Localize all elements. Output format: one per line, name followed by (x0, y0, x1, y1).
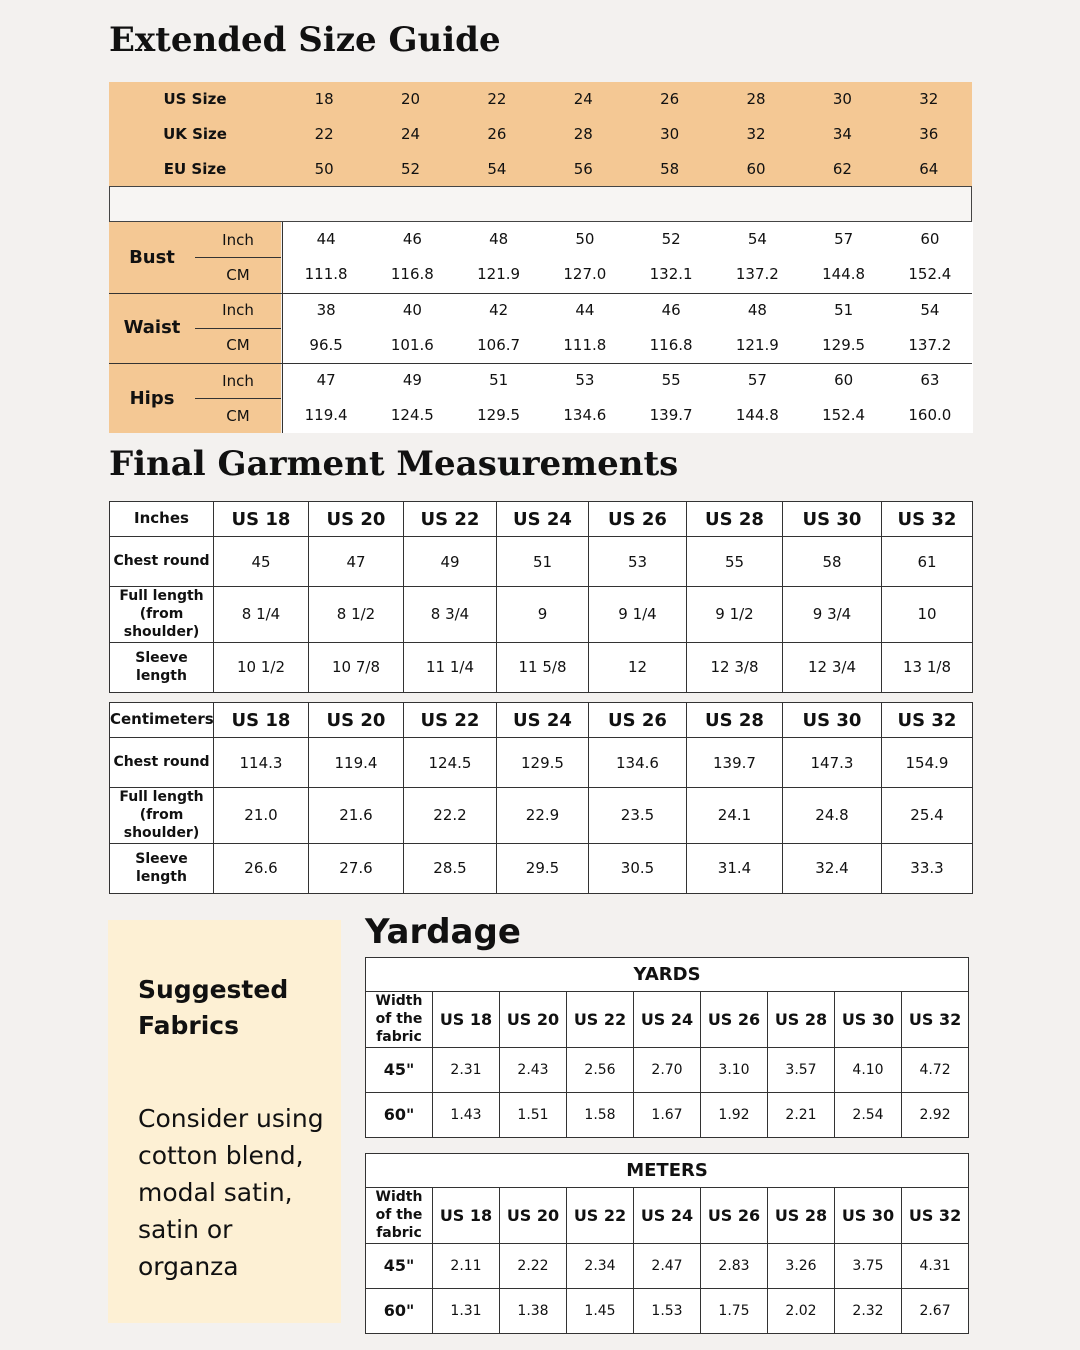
size-header: US 32 (882, 703, 973, 738)
table-cell: 4.72 (902, 1047, 969, 1092)
conversion-cell: 54 (487, 159, 507, 178)
table-title-row (366, 958, 969, 992)
measurement-row (283, 328, 973, 363)
measurement-row (283, 222, 973, 257)
table-cell: 1.67 (634, 1092, 701, 1137)
table-cell: 1.43 (433, 1092, 500, 1137)
measurement-row (283, 398, 973, 433)
measurement-name: Bust (129, 246, 175, 268)
table-cell: 49 (404, 537, 497, 587)
size-header: US 18 (433, 992, 500, 1048)
table-cell: 21.6 (309, 788, 404, 844)
measurement-cell: 101.6 (390, 335, 434, 354)
row-label: 60" (366, 1092, 433, 1137)
conversion-row-label: EU Size (163, 159, 227, 178)
conversion-cell: 22 (314, 124, 334, 143)
table-cell: 24.1 (687, 788, 783, 844)
row-label: Sleeve length (110, 642, 214, 692)
measurement-cell: 127.0 (563, 265, 607, 283)
size-header: US 30 (835, 1188, 902, 1244)
fabrics-title: Suggested Fabrics (138, 975, 289, 1040)
measurement-cell: 144.8 (735, 406, 779, 424)
table-cell: 1.92 (701, 1092, 768, 1137)
conversion-cell: 30 (660, 124, 680, 143)
measurement-cell: 106.7 (477, 335, 521, 354)
table-cell: 134.6 (589, 738, 687, 788)
table-cell: 8 1/4 (214, 587, 309, 643)
yardage-yards-table (365, 957, 969, 1138)
table-cell: 3.75 (835, 1243, 902, 1288)
measurement-cell: 111.8 (563, 335, 607, 354)
measurement-cell: 129.5 (477, 406, 521, 424)
table-cell: 2.70 (634, 1047, 701, 1092)
table-cell: 3.57 (768, 1047, 835, 1092)
measurement-cell: 152.4 (822, 406, 866, 424)
group-separator (109, 293, 972, 294)
table-cell: 31.4 (687, 843, 783, 893)
conversion-row-label: UK Size (163, 124, 227, 143)
body-measurements-table (109, 222, 972, 433)
measurement-cell: 53 (575, 371, 595, 389)
garment-title: Final Garment Measurements (109, 444, 679, 484)
measurement-name: Hips (129, 387, 175, 409)
table-cell: 22.2 (404, 788, 497, 844)
table-cell: 26.6 (214, 843, 309, 893)
unit-label: Inch (222, 230, 254, 249)
size-header: US 26 (701, 992, 768, 1048)
measurement-cell: 47 (316, 371, 336, 389)
table-cell: 9 3/4 (783, 587, 882, 643)
table-row (110, 642, 973, 692)
table-cell: 25.4 (882, 788, 973, 844)
conversion-row (109, 82, 972, 117)
table-row (366, 1288, 969, 1333)
size-header: US 26 (589, 703, 687, 738)
table-cell: 21.0 (214, 788, 309, 844)
row-label: Sleeve length (110, 843, 214, 893)
conversion-cell: 60 (746, 159, 766, 178)
table-cell: 154.9 (882, 738, 973, 788)
table-cell: 114.3 (214, 738, 309, 788)
table-cell: 4.10 (835, 1047, 902, 1092)
size-header: US 28 (768, 1188, 835, 1244)
measurement-cell: 129.5 (822, 335, 866, 354)
unit-header: Inches (110, 502, 214, 537)
table-cell: 2.92 (902, 1092, 969, 1137)
row-label: Chest round (110, 537, 214, 587)
size-header: US 28 (768, 992, 835, 1048)
measurement-cell: 51 (489, 371, 509, 389)
measurement-cell: 48 (489, 230, 509, 248)
table-cell: 45 (214, 537, 309, 587)
table-header-row (110, 703, 973, 738)
table-cell: 10 7/8 (309, 642, 404, 692)
unit-label: CM (226, 265, 250, 284)
measurement-cell: 116.8 (390, 265, 434, 283)
table-cell: 28.5 (404, 843, 497, 893)
size-header: US 18 (433, 1188, 500, 1244)
table-cell: 8 3/4 (404, 587, 497, 643)
measurement-cell: 44 (316, 230, 336, 248)
measurement-cell: 96.5 (309, 335, 343, 354)
unit-divider (195, 328, 281, 329)
table-header-row (366, 992, 969, 1048)
measurement-cell: 137.2 (735, 265, 779, 283)
measurement-cell: 44 (575, 300, 595, 319)
table-cell: 12 3/4 (783, 642, 882, 692)
width-header: Width of the fabric (366, 992, 433, 1048)
unit-header: Centimeters (110, 703, 214, 738)
table-cell: 11 5/8 (497, 642, 589, 692)
table-header-row (110, 502, 973, 537)
table-cell: 10 1/2 (214, 642, 309, 692)
fabrics-description: Consider using cotton blend, modal satin, satin or organza (138, 1104, 324, 1281)
garment-cm-table (109, 702, 973, 894)
table-cell: 3.10 (701, 1047, 768, 1092)
size-header: US 24 (497, 502, 589, 537)
table-cell: 3.26 (768, 1243, 835, 1288)
measurement-cell: 50 (575, 230, 595, 248)
measurement-cell: 139.7 (649, 406, 693, 424)
table-cell: 2.34 (567, 1243, 634, 1288)
conversion-cell: 64 (919, 159, 939, 178)
unit-label: CM (226, 406, 250, 425)
size-header: US 30 (835, 992, 902, 1048)
size-header: US 20 (500, 1188, 567, 1244)
measurement-cell: 52 (661, 230, 681, 248)
size-header: US 28 (687, 703, 783, 738)
unit-divider (195, 257, 281, 258)
table-row (110, 587, 973, 643)
table-cell: 30.5 (589, 843, 687, 893)
table-cell: 53 (589, 537, 687, 587)
unit-label: Inch (222, 371, 254, 390)
size-header: US 20 (500, 992, 567, 1048)
table-cell: 51 (497, 537, 589, 587)
conversion-cell: 58 (660, 159, 680, 178)
table-cell: 2.02 (768, 1288, 835, 1333)
size-header: US 32 (902, 1188, 969, 1244)
table-cell: 9 1/4 (589, 587, 687, 643)
conversion-cell: 36 (919, 124, 939, 143)
table-cell: 33.3 (882, 843, 973, 893)
measurement-cell: 42 (489, 300, 509, 319)
suggested-fabrics-panel (108, 920, 341, 1323)
size-header: US 24 (497, 703, 589, 738)
table-cell: 1.51 (500, 1092, 567, 1137)
table-cell: 2.11 (433, 1243, 500, 1288)
group-separator (109, 363, 972, 364)
conversion-cell: 24 (401, 124, 421, 143)
table-cell: 12 3/8 (687, 642, 783, 692)
conversion-cell: 20 (401, 90, 421, 109)
table-cell: 8 1/2 (309, 587, 404, 643)
conversion-cell: 22 (487, 90, 507, 109)
conversion-cell: 34 (832, 124, 852, 143)
yardage-meters-table (365, 1153, 969, 1334)
measurement-cell: 57 (834, 230, 854, 248)
table-cell: 2.22 (500, 1243, 567, 1288)
size-header: US 18 (214, 703, 309, 738)
conversion-cell: 56 (573, 159, 593, 178)
row-label: Full length (from shoulder) (110, 788, 214, 844)
table-row (366, 1243, 969, 1288)
table-row (110, 843, 973, 893)
conversion-cell: 28 (746, 90, 766, 109)
garment-inches-table (109, 501, 973, 693)
size-header: US 28 (687, 502, 783, 537)
size-header: US 22 (404, 502, 497, 537)
size-header: US 24 (634, 992, 701, 1048)
conversion-row-label: US Size (163, 90, 227, 109)
table-cell: 58 (783, 537, 882, 587)
measurement-cell: 144.8 (822, 265, 866, 283)
table-row (110, 537, 973, 587)
table-cell: 29.5 (497, 843, 589, 893)
measurement-values (282, 222, 973, 433)
conversion-cell: 24 (573, 90, 593, 109)
unit-divider (195, 398, 281, 399)
table-cell: 9 1/2 (687, 587, 783, 643)
measurement-group (109, 293, 281, 363)
table-cell: 1.58 (567, 1092, 634, 1137)
measurement-cell: 54 (920, 300, 940, 319)
conversion-cell: 52 (401, 159, 421, 178)
measurement-cell: 60 (920, 230, 940, 248)
table-divider (109, 186, 972, 222)
size-header: US 24 (634, 1188, 701, 1244)
table-cell: 139.7 (687, 738, 783, 788)
table-cell: 2.21 (768, 1092, 835, 1137)
conversion-row (109, 151, 972, 186)
table-cell: 2.67 (902, 1288, 969, 1333)
table-cell: 24.8 (783, 788, 882, 844)
table-cell: 2.54 (835, 1092, 902, 1137)
unit-label: CM (226, 336, 250, 354)
conversion-cell: 62 (832, 159, 852, 178)
conversion-cell: 50 (314, 159, 334, 178)
table-cell: 2.56 (567, 1047, 634, 1092)
measurement-cell: 134.6 (563, 406, 607, 424)
measurement-group (109, 363, 281, 433)
table-cell: 4.31 (902, 1243, 969, 1288)
size-header: US 30 (783, 703, 882, 738)
measurement-row (283, 293, 973, 328)
measurement-row (283, 257, 973, 292)
table-title: YARDS (366, 958, 969, 992)
conversion-cell: 30 (832, 90, 852, 109)
row-label: 45" (366, 1243, 433, 1288)
measurement-cell: 49 (402, 371, 422, 389)
table-cell: 10 (882, 587, 973, 643)
table-cell: 2.43 (500, 1047, 567, 1092)
measurement-cell: 152.4 (908, 265, 952, 283)
table-cell: 147.3 (783, 738, 882, 788)
measurement-row (283, 363, 973, 398)
conversion-cell: 28 (573, 124, 593, 143)
table-cell: 12 (589, 642, 687, 692)
row-label: 45" (366, 1047, 433, 1092)
measurement-cell: 124.5 (390, 406, 434, 424)
table-cell: 1.53 (634, 1288, 701, 1333)
conversion-cell: 26 (487, 124, 507, 143)
table-cell: 2.31 (433, 1047, 500, 1092)
size-header: US 32 (882, 502, 973, 537)
measurement-cell: 48 (747, 300, 767, 319)
unit-label: Inch (222, 301, 254, 319)
measurement-cell: 38 (316, 300, 336, 319)
table-cell: 32.4 (783, 843, 882, 893)
size-header: US 30 (783, 502, 882, 537)
size-conversion-table (109, 82, 972, 186)
table-row (366, 1047, 969, 1092)
conversion-cell: 32 (919, 90, 939, 109)
measurement-name: Waist (123, 317, 181, 338)
measurement-group (109, 222, 281, 292)
measurement-cell: 57 (747, 371, 767, 389)
measurement-cell: 121.9 (477, 265, 521, 283)
conversion-cell: 26 (660, 90, 680, 109)
table-cell: 22.9 (497, 788, 589, 844)
table-cell: 119.4 (309, 738, 404, 788)
measurement-cell: 40 (402, 300, 422, 319)
table-row (110, 788, 973, 844)
size-guide-title: Extended Size Guide (109, 20, 501, 60)
table-cell: 1.75 (701, 1288, 768, 1333)
table-cell: 129.5 (497, 738, 589, 788)
table-cell: 47 (309, 537, 404, 587)
measurement-cell: 111.8 (304, 265, 348, 283)
table-cell: 27.6 (309, 843, 404, 893)
table-title-row (366, 1154, 969, 1188)
size-header: US 18 (214, 502, 309, 537)
table-cell: 2.47 (634, 1243, 701, 1288)
table-title: METERS (366, 1154, 969, 1188)
yardage-title: Yardage (365, 912, 521, 952)
size-header: US 26 (589, 502, 687, 537)
table-cell: 1.38 (500, 1288, 567, 1333)
size-header: US 22 (567, 992, 634, 1048)
table-cell: 2.32 (835, 1288, 902, 1333)
measurement-cell: 46 (402, 230, 422, 248)
table-cell: 55 (687, 537, 783, 587)
measurement-labels (109, 222, 281, 433)
measurement-cell: 51 (834, 300, 854, 319)
table-cell: 1.45 (567, 1288, 634, 1333)
conversion-row (109, 117, 972, 152)
measurement-cell: 60 (834, 371, 854, 389)
table-cell: 2.83 (701, 1243, 768, 1288)
table-cell: 9 (497, 587, 589, 643)
conversion-cell: 32 (746, 124, 766, 143)
table-cell: 11 1/4 (404, 642, 497, 692)
size-header: US 20 (309, 703, 404, 738)
table-header-row (366, 1188, 969, 1244)
conversion-cell: 18 (314, 90, 334, 109)
size-header: US 22 (404, 703, 497, 738)
size-header: US 20 (309, 502, 404, 537)
table-cell: 23.5 (589, 788, 687, 844)
measurement-cell: 55 (661, 371, 681, 389)
row-label: Chest round (110, 738, 214, 788)
measurement-cell: 137.2 (908, 335, 952, 354)
table-cell: 124.5 (404, 738, 497, 788)
table-cell: 61 (882, 537, 973, 587)
measurement-cell: 63 (920, 371, 940, 389)
measurement-cell: 132.1 (649, 265, 693, 283)
row-label: 60" (366, 1288, 433, 1333)
measurement-cell: 46 (661, 300, 681, 319)
measurement-cell: 160.0 (908, 406, 952, 424)
size-header: US 22 (567, 1188, 634, 1244)
measurement-cell: 54 (747, 230, 767, 248)
row-label: Full length (from shoulder) (110, 587, 214, 643)
measurement-cell: 119.4 (304, 406, 348, 424)
table-cell: 1.31 (433, 1288, 500, 1333)
size-header: US 32 (902, 992, 969, 1048)
width-header: Width of the fabric (366, 1188, 433, 1244)
table-cell: 13 1/8 (882, 642, 973, 692)
size-header: US 26 (701, 1188, 768, 1244)
measurement-cell: 116.8 (649, 335, 693, 354)
table-row (110, 738, 973, 788)
measurement-cell: 121.9 (735, 335, 779, 354)
table-row (366, 1092, 969, 1137)
